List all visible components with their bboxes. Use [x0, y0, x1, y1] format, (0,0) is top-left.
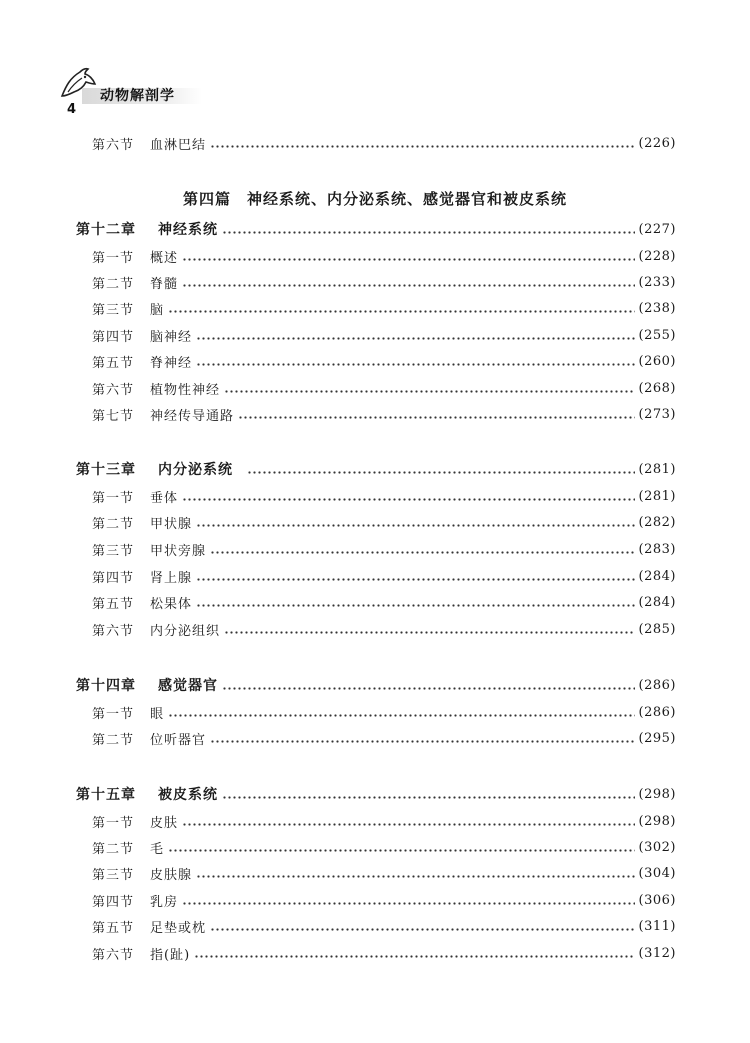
dot-leader	[224, 390, 635, 393]
section-label: 第二节	[92, 276, 135, 292]
toc-section-row[interactable]	[76, 272, 676, 292]
dot-leader	[168, 849, 635, 852]
section-page: (312)	[638, 945, 676, 961]
section-title: 甲状旁腺	[150, 543, 207, 559]
toc-chapter-row[interactable]	[76, 459, 676, 479]
section-title: 眼	[150, 706, 165, 722]
section-page: (295)	[638, 730, 676, 746]
toc-section-row[interactable]	[76, 351, 676, 371]
toc-section-row[interactable]	[76, 592, 676, 612]
chapter-title: 被皮系统	[158, 787, 218, 803]
section-page: (298)	[638, 813, 676, 829]
section-label: 第五节	[92, 355, 135, 371]
section-page: (284)	[638, 568, 676, 584]
section-page: (226)	[638, 135, 676, 151]
section-page: (282)	[638, 514, 676, 530]
chapter-page: (227)	[638, 221, 676, 237]
section-label: 第四节	[92, 329, 135, 345]
dot-leader	[182, 284, 635, 287]
section-label: 第二节	[92, 841, 135, 857]
toc-section-row[interactable]	[76, 246, 676, 266]
section-label: 第三节	[92, 302, 135, 318]
section-page: (306)	[638, 892, 676, 908]
toc-section-row[interactable]	[76, 837, 676, 857]
part-title: 第四篇 神经系统、内分泌系统、感觉器官和被皮系统	[182, 190, 567, 208]
toc-section-row[interactable]	[76, 728, 676, 748]
dot-leader	[168, 310, 635, 313]
section-page: (260)	[638, 353, 676, 369]
section-page: (283)	[638, 541, 676, 557]
chapter-label: 第十二章	[76, 222, 136, 238]
section-title: 概述	[150, 250, 179, 266]
section-label: 第一节	[92, 250, 135, 266]
chapter-page: (286)	[638, 677, 676, 693]
section-page: (238)	[638, 300, 676, 316]
toc-chapter-row[interactable]	[76, 675, 676, 695]
section-title: 脊神经	[150, 355, 193, 371]
section-title: 脑神经	[150, 329, 193, 345]
toc-section-row[interactable]	[76, 325, 676, 345]
toc-section-row[interactable]	[76, 916, 676, 936]
toc-section-row[interactable]	[76, 811, 676, 831]
dot-leader	[222, 231, 635, 234]
section-title: 指(趾)	[150, 947, 191, 963]
section-title: 皮肤	[150, 815, 179, 831]
section-label: 第四节	[92, 570, 135, 586]
section-page: (286)	[638, 704, 676, 720]
dot-leader	[182, 498, 635, 501]
toc-section-row[interactable]	[76, 512, 676, 532]
dot-leader	[210, 928, 635, 931]
toc-section-row[interactable]	[76, 566, 676, 586]
section-page: (268)	[638, 380, 676, 396]
chapter-title: 内分泌系统	[158, 462, 233, 478]
section-label: 第六节	[92, 382, 135, 398]
section-title: 毛	[150, 841, 165, 857]
chapter-label: 第十三章	[76, 462, 136, 478]
dot-leader	[196, 524, 635, 527]
toc-section-row[interactable]	[76, 539, 676, 559]
section-page: (302)	[638, 839, 676, 855]
section-title: 皮肤腺	[150, 867, 193, 883]
toc-section-row[interactable]	[76, 863, 676, 883]
dot-leader	[210, 145, 635, 148]
dot-leader	[210, 740, 635, 743]
dot-leader	[210, 551, 635, 554]
section-title: 血淋巴结	[150, 137, 207, 153]
dot-leader	[196, 604, 635, 607]
section-title: 乳房	[150, 894, 179, 910]
section-label: 第六节	[92, 137, 135, 153]
section-page: (273)	[638, 406, 676, 422]
dot-leader	[247, 471, 635, 474]
book-title: 动物解剖学	[100, 88, 175, 104]
chapter-page: (281)	[638, 461, 676, 477]
toc-section-row[interactable]	[76, 486, 676, 506]
dot-leader	[182, 823, 635, 826]
section-page: (233)	[638, 274, 676, 290]
section-label: 第六节	[92, 623, 135, 639]
dot-leader	[196, 337, 635, 340]
section-title: 松果体	[150, 596, 193, 612]
toc-section-row[interactable]	[76, 133, 676, 153]
section-label: 第三节	[92, 543, 135, 559]
section-label: 第三节	[92, 867, 135, 883]
section-page: (284)	[638, 594, 676, 610]
section-page: (311)	[638, 918, 676, 934]
dot-leader	[222, 687, 635, 690]
dot-leader	[238, 416, 635, 419]
toc-section-row[interactable]	[76, 378, 676, 398]
toc-section-row[interactable]	[76, 943, 676, 963]
section-page: (228)	[638, 248, 676, 264]
section-title: 肾上腺	[150, 570, 193, 586]
section-title: 甲状腺	[150, 516, 193, 532]
section-label: 第一节	[92, 490, 135, 506]
dot-leader	[196, 363, 635, 366]
toc-section-row[interactable]	[76, 298, 676, 318]
page-number: 4	[67, 102, 77, 117]
chapter-label: 第十五章	[76, 787, 136, 803]
section-page: (255)	[638, 327, 676, 343]
section-label: 第六节	[92, 947, 135, 963]
section-label: 第五节	[92, 920, 135, 936]
toc-chapter-row[interactable]	[76, 784, 676, 804]
section-label: 第一节	[92, 706, 135, 722]
toc-section-row[interactable]	[76, 890, 676, 910]
chapter-label: 第十四章	[76, 678, 136, 694]
section-title: 脑	[150, 302, 165, 318]
dot-leader	[182, 902, 635, 905]
chapter-title: 神经系统	[158, 222, 218, 238]
section-title: 足垫或枕	[150, 920, 207, 936]
dot-leader	[196, 578, 635, 581]
section-label: 第五节	[92, 596, 135, 612]
section-title: 位听器官	[150, 732, 207, 748]
dot-leader	[182, 258, 635, 261]
section-label: 第四节	[92, 894, 135, 910]
toc-section-row[interactable]	[76, 619, 676, 639]
dot-leader	[168, 714, 635, 717]
section-title: 植物性神经	[150, 382, 221, 398]
toc-section-row[interactable]	[76, 404, 676, 424]
section-title: 神经传导通路	[150, 408, 235, 424]
section-label: 第一节	[92, 815, 135, 831]
section-page: (304)	[638, 865, 676, 881]
section-title: 脊髓	[150, 276, 179, 292]
section-label: 第二节	[92, 732, 135, 748]
running-header	[56, 64, 206, 124]
dot-leader	[224, 631, 635, 634]
section-title: 内分泌组织	[150, 623, 221, 639]
toc-section-row[interactable]	[76, 702, 676, 722]
section-page: (285)	[638, 621, 676, 637]
section-title: 垂体	[150, 490, 179, 506]
toc-chapter-row[interactable]	[76, 219, 676, 239]
section-label: 第二节	[92, 516, 135, 532]
dot-leader	[222, 796, 635, 799]
dot-leader	[194, 955, 634, 958]
section-label: 第七节	[92, 408, 135, 424]
chapter-title: 感觉器官	[158, 678, 218, 694]
section-page: (281)	[638, 488, 676, 504]
chapter-page: (298)	[638, 786, 676, 802]
dot-leader	[196, 875, 635, 878]
